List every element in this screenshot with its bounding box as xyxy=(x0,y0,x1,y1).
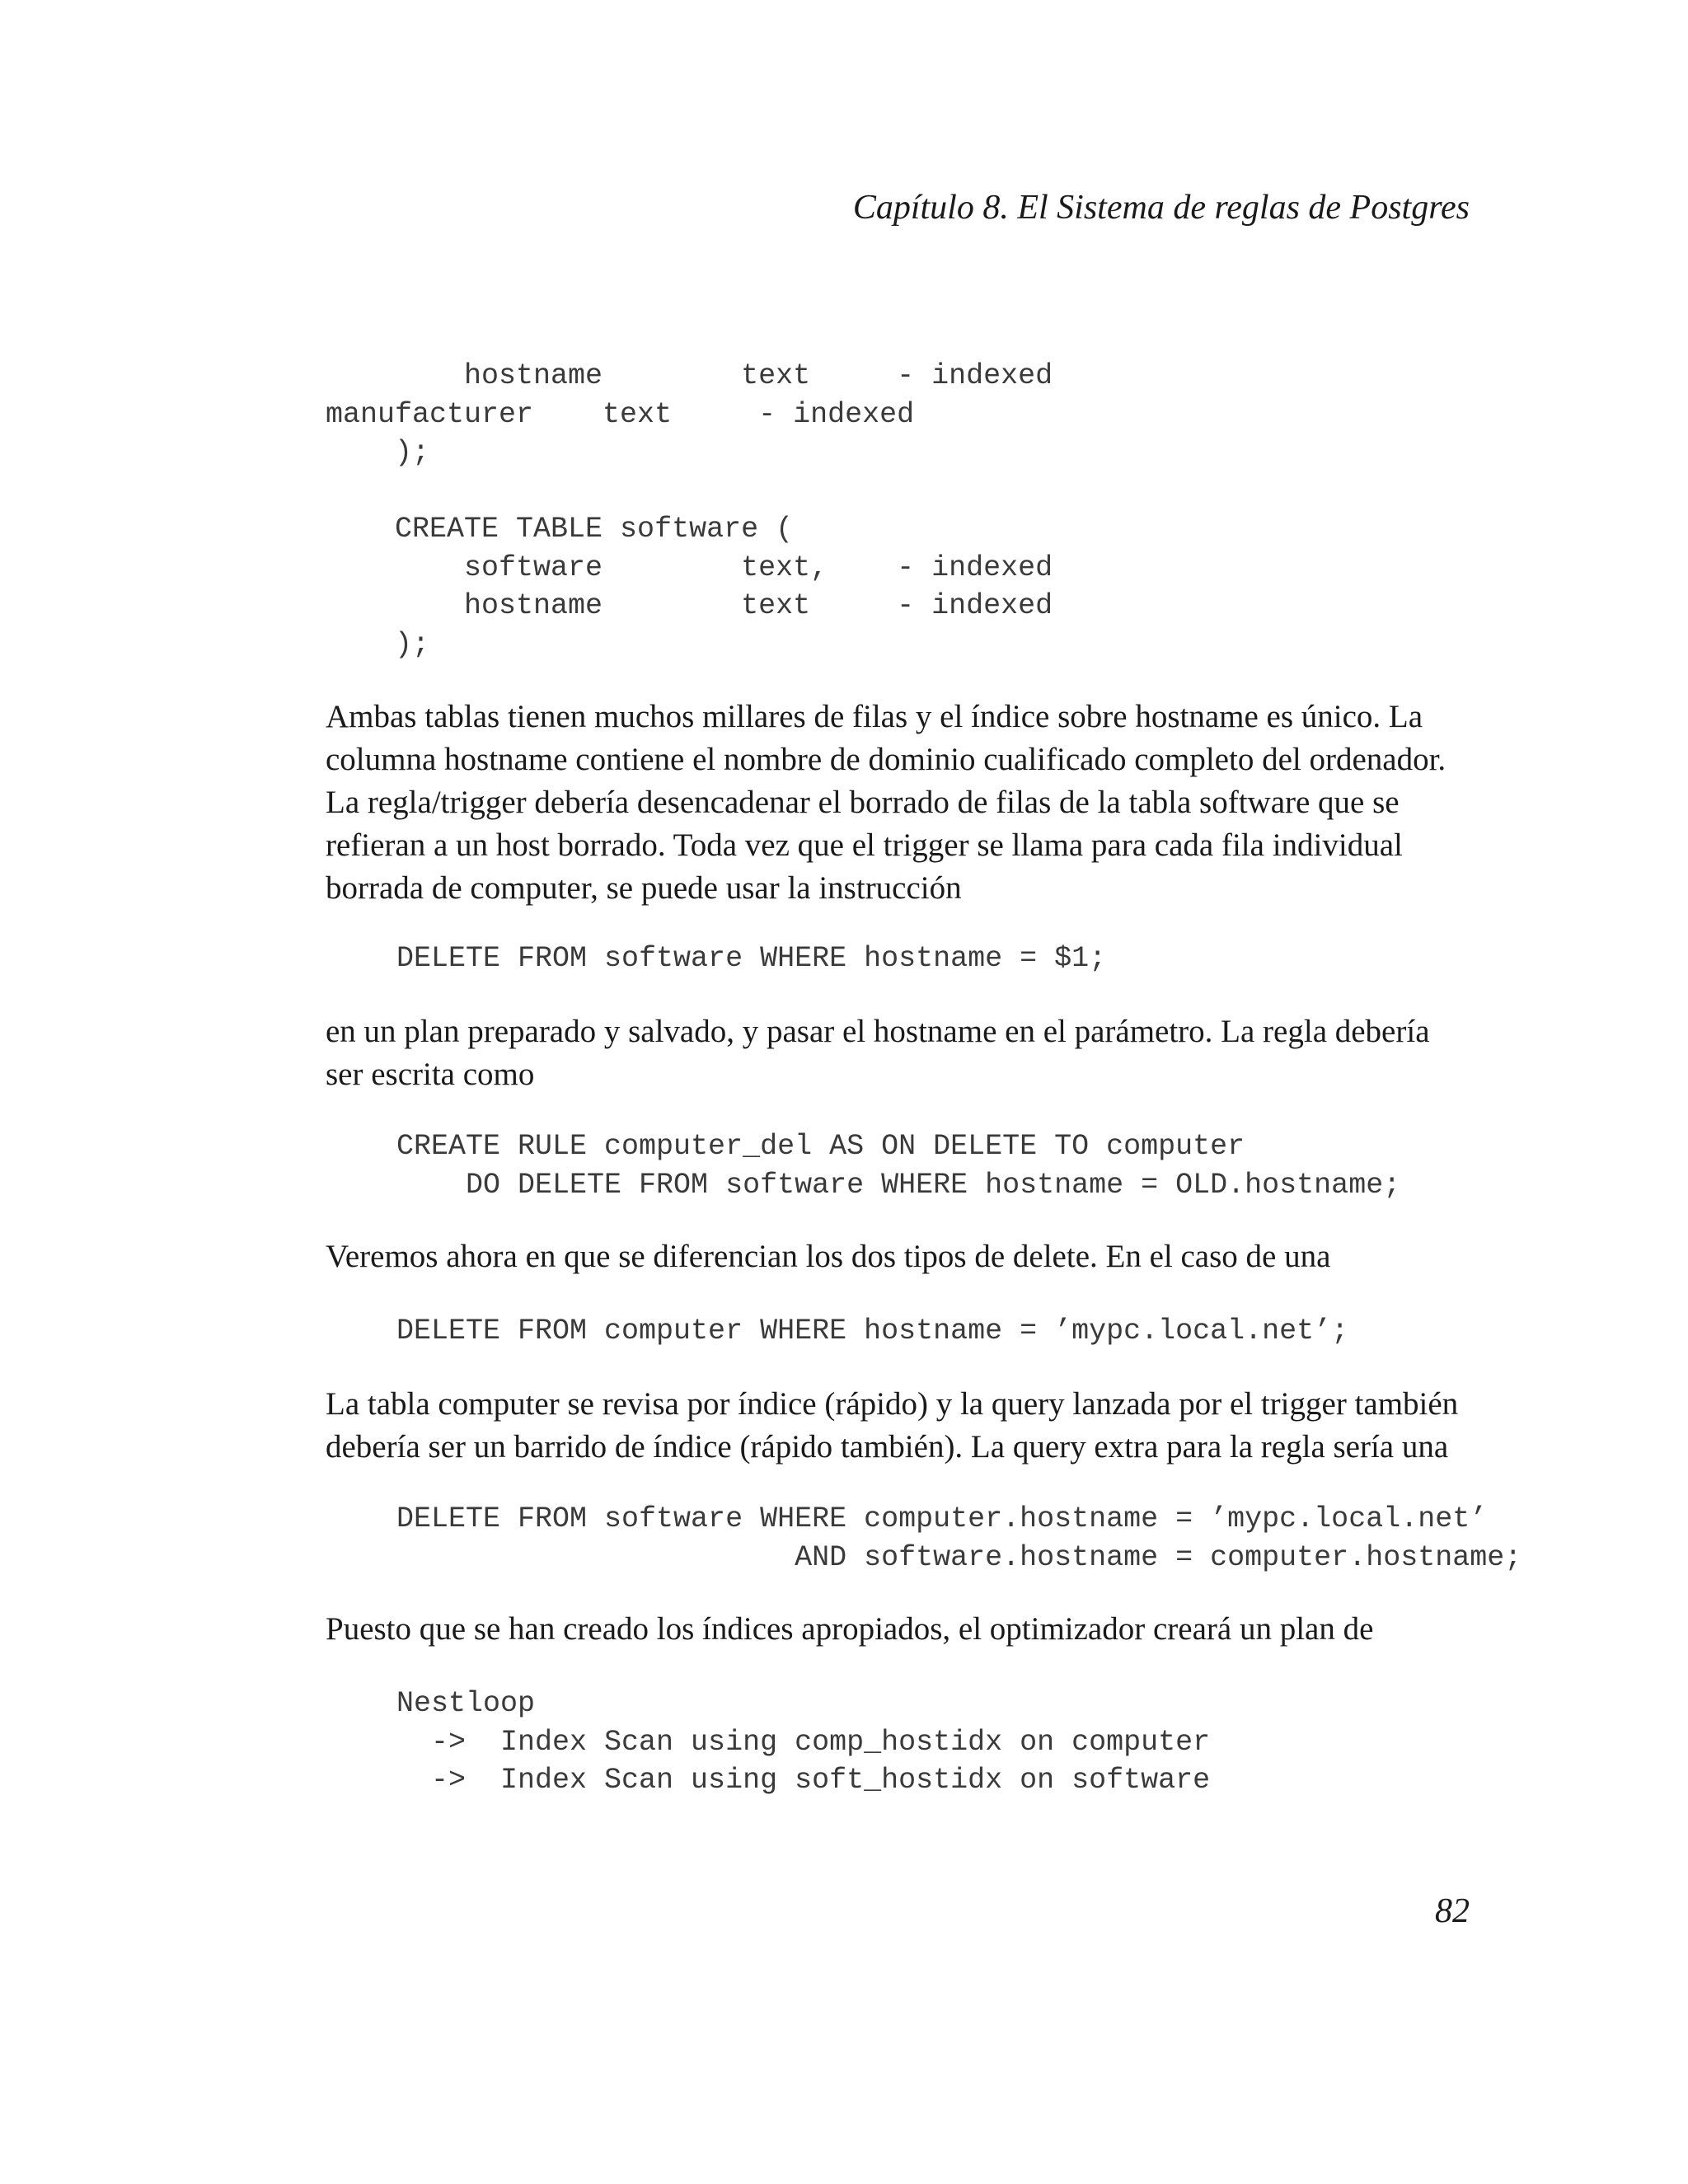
code-line: software text, - indexed xyxy=(326,551,1053,584)
code-line: DELETE FROM computer WHERE hostname = ’mypc.local.net’; xyxy=(396,1315,1349,1347)
code-block-table-definitions xyxy=(326,357,1053,663)
text-line: borrada de computer, se puede usar la instrucción xyxy=(326,870,962,906)
code-line: DELETE FROM software WHERE computer.hostname = ’mypc.local.net’ xyxy=(396,1502,1488,1535)
code-block-create-rule xyxy=(396,1127,1400,1204)
code-line: hostname text - indexed xyxy=(326,589,1053,622)
code-line: DELETE FROM software WHERE hostname = $1; xyxy=(396,942,1107,975)
code-line: -> Index Scan using soft_hostidx on software xyxy=(396,1764,1211,1797)
code-block-delete-extra xyxy=(396,1500,1522,1577)
code-line: ); xyxy=(326,627,430,661)
page-number: 82 xyxy=(1435,1892,1470,1930)
text-line: Veremos ahora en que se diferencian los dos tipos de delete. En el caso de una xyxy=(326,1239,1331,1274)
text-line: Puesto que se han creado los índices apropiados, el optimizador creará un plan de xyxy=(326,1611,1374,1647)
code-block-delete-computer xyxy=(396,1312,1348,1351)
paragraph-index-scan xyxy=(326,1383,1496,1469)
code-line: AND software.hostname = computer.hostname; xyxy=(396,1540,1522,1574)
text-line: columna hostname contiene el nombre de dominio cualificado completo del ordenador. xyxy=(326,742,1447,777)
text-line: Ambas tablas tienen muchos millares de filas y el índice sobre hostname es único. La xyxy=(326,699,1423,734)
paragraph-rule-intro xyxy=(326,1010,1496,1096)
paragraph-tables-description xyxy=(326,696,1496,910)
code-line: CREATE TABLE software ( xyxy=(326,513,794,546)
text-line: refieran a un host borrado. Toda vez que el trigger se llama para cada fila individual xyxy=(326,827,1403,863)
code-line: ); xyxy=(326,436,430,469)
text-line: debería ser un barrido de índice (rápido también). La query extra para la regla sería una xyxy=(326,1429,1449,1465)
paragraph-optimizer-plan xyxy=(326,1608,1496,1651)
running-header: Capítulo 8. El Sistema de reglas de Postgres xyxy=(852,189,1470,227)
code-line: CREATE RULE computer_del AS ON DELETE TO computer xyxy=(396,1130,1245,1163)
code-line: -> Index Scan using comp_hostidx on computer xyxy=(396,1725,1211,1759)
code-line: DO DELETE FROM software WHERE hostname = OLD.hostname; xyxy=(396,1168,1401,1202)
code-block-query-plan xyxy=(396,1685,1210,1800)
text-line: en un plan preparado y salvado, y pasar el hostname en el parámetro. La regla debería xyxy=(326,1014,1430,1049)
text-line: La tabla computer se revisa por índice (rápido) y la query lanzada por el trigger también xyxy=(326,1386,1459,1422)
text-line: ser escrita como xyxy=(326,1057,535,1092)
code-line: manufacturer text - indexed xyxy=(326,397,915,431)
text-line: La regla/trigger debería desencadenar el borrado de filas de la tabla software que se xyxy=(326,785,1400,820)
code-line: hostname text - indexed xyxy=(326,359,1053,392)
code-block-delete-param xyxy=(396,940,1106,978)
code-line: Nestloop xyxy=(396,1687,536,1720)
paragraph-delete-types xyxy=(326,1235,1496,1278)
